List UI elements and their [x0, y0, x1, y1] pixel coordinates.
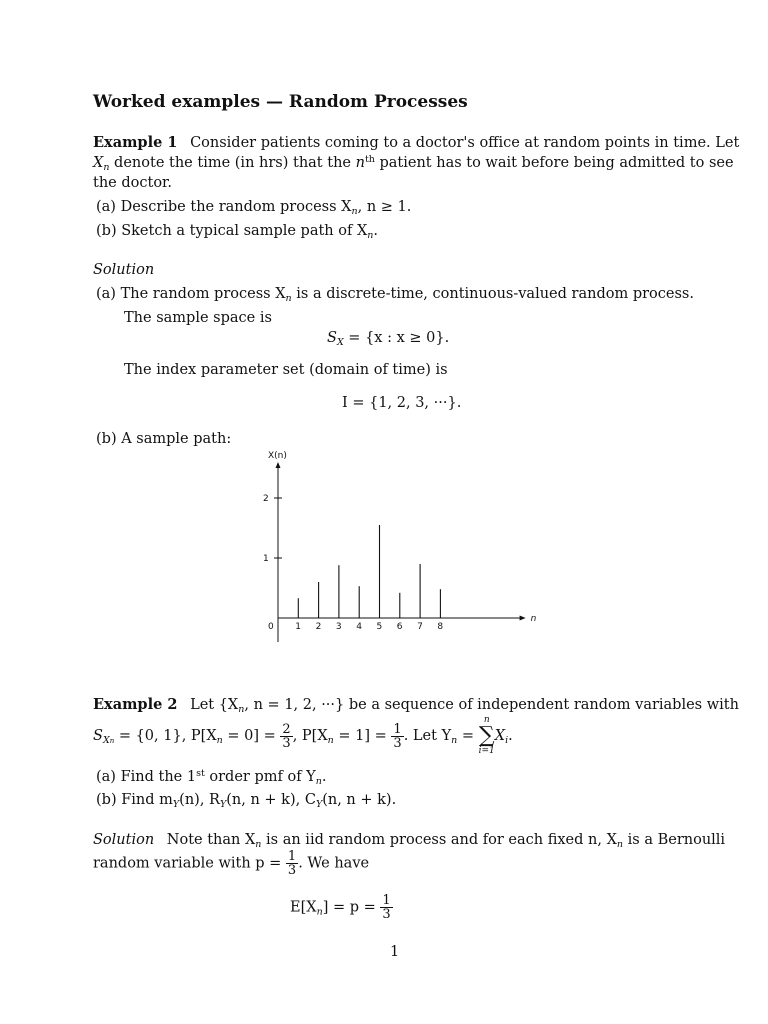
- text: = 0] =: [222, 728, 281, 744]
- math-sub: n: [216, 735, 223, 746]
- y-tick-label-1: 1: [263, 554, 269, 564]
- x-tick-label-5: 5: [376, 622, 383, 632]
- math-sub: n: [316, 906, 323, 918]
- superscript: st: [196, 768, 205, 779]
- text: (n, n + k).: [322, 792, 397, 808]
- solution1-a-line2: The sample space is: [124, 310, 272, 326]
- text: = {x : x ≥ 0}.: [343, 330, 450, 346]
- summation: n ∑ i=1: [478, 715, 495, 756]
- math-x: X: [494, 728, 506, 744]
- text: .: [321, 769, 327, 785]
- math-sub: n: [367, 230, 374, 241]
- example2-line2: [93, 716, 513, 756]
- example2-part-b: [96, 792, 396, 810]
- math-sub: n: [327, 735, 334, 746]
- example1-line3: the doctor.: [93, 175, 172, 191]
- example1-line1: [93, 134, 739, 151]
- math-sub: Y: [219, 799, 227, 810]
- text: denote the time (in hrs) that the: [109, 155, 356, 171]
- text: (n, n + k), C: [226, 792, 316, 808]
- example1-intro-1: Consider patients coming to a doctor's office at random points in time. Let: [190, 135, 740, 151]
- text: (a) Describe the random process X: [96, 199, 352, 215]
- y-axis-label: X(n): [268, 451, 287, 461]
- math-sub: n: [351, 206, 358, 217]
- superscript: th: [364, 154, 375, 165]
- math-sub: X: [336, 337, 344, 348]
- example2-line1: [93, 696, 739, 715]
- math-s: S: [327, 330, 337, 346]
- math-sub: Xn: [102, 735, 115, 746]
- x-tick-label-2: 2: [315, 622, 322, 632]
- text: (a) Find the 1: [96, 769, 197, 785]
- y-tick-label-2: 2: [263, 494, 269, 504]
- text: . Let Y: [403, 728, 452, 744]
- solution2-line2: [93, 850, 369, 877]
- text: is a Bernoulli: [623, 832, 726, 848]
- text: , P[X: [292, 728, 328, 744]
- text: (n), R: [179, 792, 220, 808]
- text: is a discrete-time, continuous-valued random process.: [291, 286, 694, 302]
- y-axis-arrow: [276, 462, 281, 468]
- math-sub: Y: [172, 799, 180, 810]
- fraction: $\frac{1}{3}$: [393, 721, 402, 751]
- text: E[X: [290, 899, 317, 916]
- example1-line2: [93, 154, 734, 173]
- math-sub: n: [238, 704, 245, 715]
- text: = 1] =: [333, 728, 392, 744]
- math-sub: n: [255, 839, 262, 850]
- x-tick-label-6: 6: [396, 622, 403, 632]
- x-axis-arrow: [520, 616, 526, 621]
- example2-label: Example 2: [93, 696, 178, 713]
- math-sub: n: [315, 776, 322, 787]
- math-sub: Y: [315, 799, 323, 810]
- example1-part-a: [96, 199, 411, 217]
- solution2-label: Solution: [93, 832, 155, 848]
- math-s: S: [93, 728, 103, 744]
- fraction: $\frac{2}{3}$: [282, 721, 291, 751]
- math-sub: n: [103, 162, 110, 173]
- math-sub: n: [285, 293, 292, 304]
- fraction: $\frac{1}{3}$: [287, 849, 297, 878]
- text: = {0, 1}, P[X: [114, 728, 217, 744]
- x-tick-label-4: 4: [356, 622, 362, 632]
- sample-space-eq: [327, 330, 449, 348]
- x-tick-label-7: 7: [417, 622, 423, 632]
- solution1-a-line1: [96, 286, 694, 304]
- text: order pmf of Y: [204, 769, 316, 785]
- page-title: Worked examples — Random Processes: [93, 92, 468, 112]
- x-tick-label-1: 1: [295, 622, 302, 632]
- sample-path-chart: [250, 448, 550, 648]
- math-x: X: [93, 155, 104, 171]
- text: . We have: [298, 855, 370, 872]
- x-tick-label-8: 8: [437, 622, 444, 632]
- x-axis-label: n: [530, 614, 537, 624]
- solution1-a-line3: The index parameter set (domain of time) is: [124, 362, 448, 378]
- expectation-eq: [290, 894, 393, 921]
- text: .: [373, 223, 379, 239]
- text: .: [508, 728, 513, 744]
- text: random variable with p =: [93, 855, 286, 872]
- text: =: [457, 728, 479, 744]
- page-number: 1: [390, 944, 400, 960]
- x-tick-label-0: 0: [268, 622, 274, 632]
- example1-label: Example 1: [93, 134, 178, 151]
- math-sub: n: [616, 839, 624, 850]
- text: , n = 1, 2, ···} be a sequence of independent random variables with: [244, 697, 739, 713]
- text: is an iid random process and for each fixed n, X: [261, 832, 617, 848]
- math-n: n: [355, 155, 365, 171]
- solution1-b-line1: (b) A sample path:: [96, 431, 232, 447]
- text: ] = p =: [322, 899, 381, 916]
- text: (b) Sketch a typical sample path of X: [96, 223, 368, 239]
- math-sub: n: [451, 735, 458, 746]
- index-set-eq: I = {1, 2, 3, ···}.: [342, 395, 462, 411]
- text: , n ≥ 1.: [357, 199, 412, 215]
- text: Let {X: [190, 697, 239, 713]
- text: (b) Find m: [96, 792, 173, 808]
- text: (a) The random process X: [96, 286, 286, 302]
- text: Note than X: [166, 832, 256, 848]
- fraction: $\frac{1}{3}$: [382, 893, 391, 922]
- example1-part-b: [96, 223, 378, 241]
- math-sub: i: [505, 735, 509, 746]
- x-tick-label-3: 3: [335, 622, 342, 632]
- solution1-label: Solution: [93, 262, 155, 278]
- solution2-line1: [93, 832, 725, 850]
- text: patient has to wait before being admitted to see: [374, 155, 734, 171]
- example2-part-a: [96, 768, 326, 787]
